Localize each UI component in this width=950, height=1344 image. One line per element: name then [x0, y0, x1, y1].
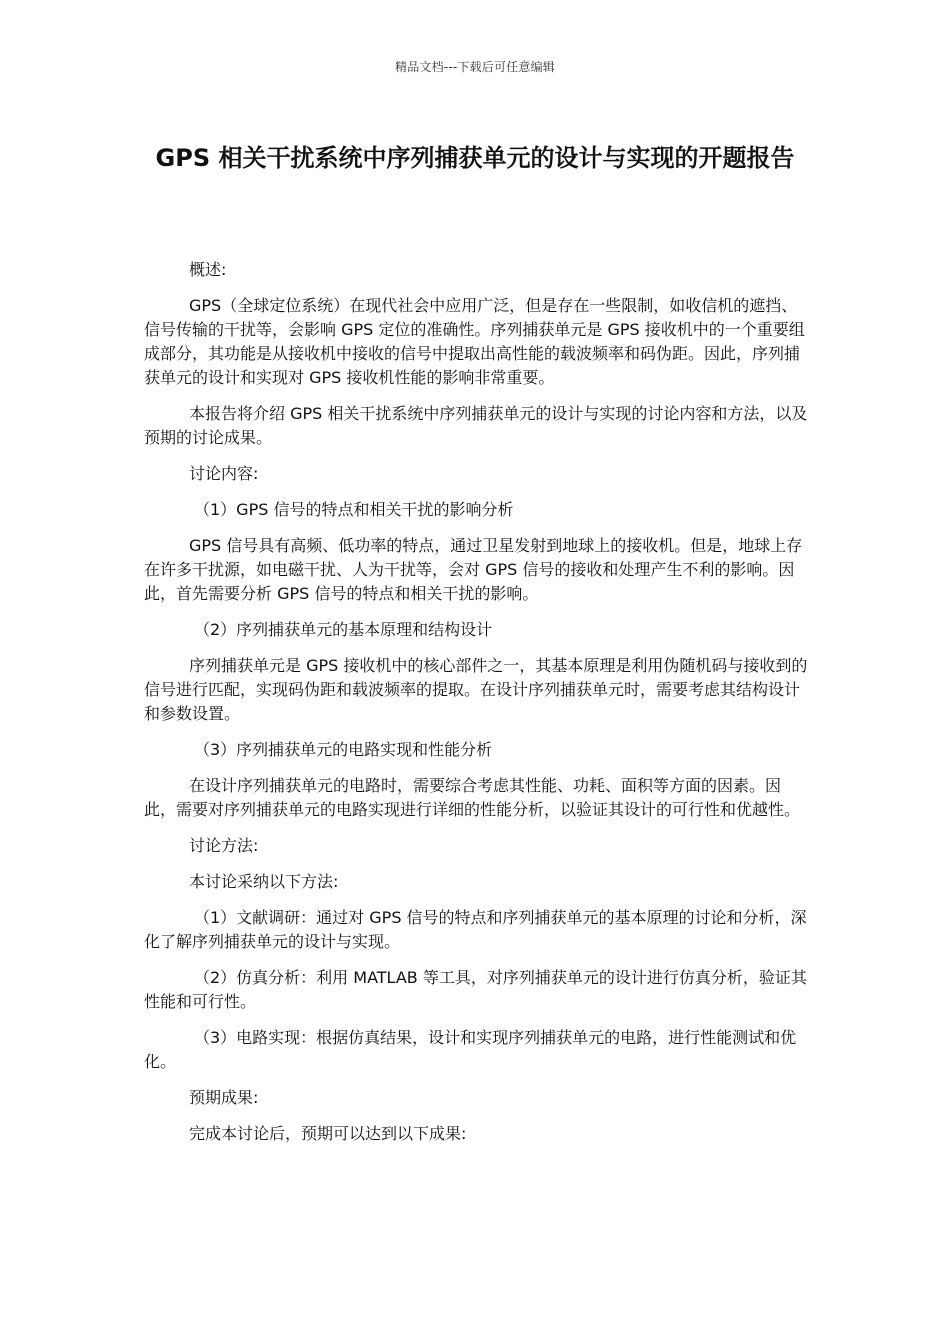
paragraph: 本报告将介绍 GPS 相关干扰系统中序列捕获单元的设计与实现的讨论内容和方法，以及预期的讨论成果。	[144, 404, 808, 447]
list-item: （2）仿真分析：利用 MATLAB 等工具，对序列捕获单元的设计进行仿真分析，验证其性能和可行性。	[144, 968, 807, 1011]
paragraph: 序列捕获单元是 GPS 接收机中的核心部件之一，其基本原理是利用伪随机码与接收到的信号进行匹配，实现码伪距和载波频率的提取。在设计序列捕获单元时，需要考虑其结构设计和参数设置。	[144, 656, 808, 723]
page-title: GPS 相关干扰系统中序列捕获单元的设计与实现的开题报告	[155, 144, 795, 172]
list-item: （1）GPS 信号的特点和相关干扰的影响分析	[194, 500, 514, 519]
list-item: （1）文献调研：通过对 GPS 信号的特点和序列捕获单元的基本原理的讨论和分析，深化了解序列捕获单元的设计与实现。	[144, 908, 807, 951]
section-heading-content: 讨论内容:	[189, 464, 259, 483]
paragraph: 本讨论采纳以下方法:	[189, 872, 339, 891]
document-body	[144, 258, 812, 1158]
section-heading-results: 预期成果:	[189, 1088, 259, 1107]
list-item: （2）序列捕获单元的基本原理和结构设计	[194, 620, 493, 639]
paragraph: GPS 信号具有高频、低功率的特点，通过卫星发射到地球上的接收机。但是，地球上存在许多干扰源，如电磁干扰、人为干扰等，会对 GPS 信号的接收和处理产生不利的影响。因此，首先需要分析 GPS 信号的特点和相关干扰的影响。	[144, 536, 803, 603]
list-item: （3）序列捕获单元的电路实现和性能分析	[194, 740, 493, 759]
section-heading-overview: 概述:	[189, 260, 227, 279]
paragraph: 在设计序列捕获单元的电路时，需要综合考虑其性能、功耗、面积等方面的因素。因此，需要对序列捕获单元的电路实现进行详细的性能分析，以验证其设计的可行性和优越性。	[144, 776, 801, 819]
section-heading-methods: 讨论方法:	[189, 836, 259, 855]
header-note: 精品文档---下载后可任意编辑	[395, 60, 555, 74]
paragraph: GPS（全球定位系统）在现代社会中应用广泛，但是存在一些限制，如收信机的遮挡、信号传输的干扰等，会影响 GPS 定位的准确性。序列捕获单元是 GPS 接收机中的一个重要组成部分，其功能是从接收机中接收的信号中提取出高性能的载波频率和码伪距。因此，序列捕获单元的设计和实现对 GPS 接收机性能的影响非常重要。	[144, 296, 805, 387]
list-item: （3）电路实现：根据仿真结果，设计和实现序列捕获单元的电路，进行性能测试和优化。	[144, 1028, 797, 1071]
paragraph: 完成本讨论后，预期可以达到以下成果:	[189, 1124, 467, 1143]
